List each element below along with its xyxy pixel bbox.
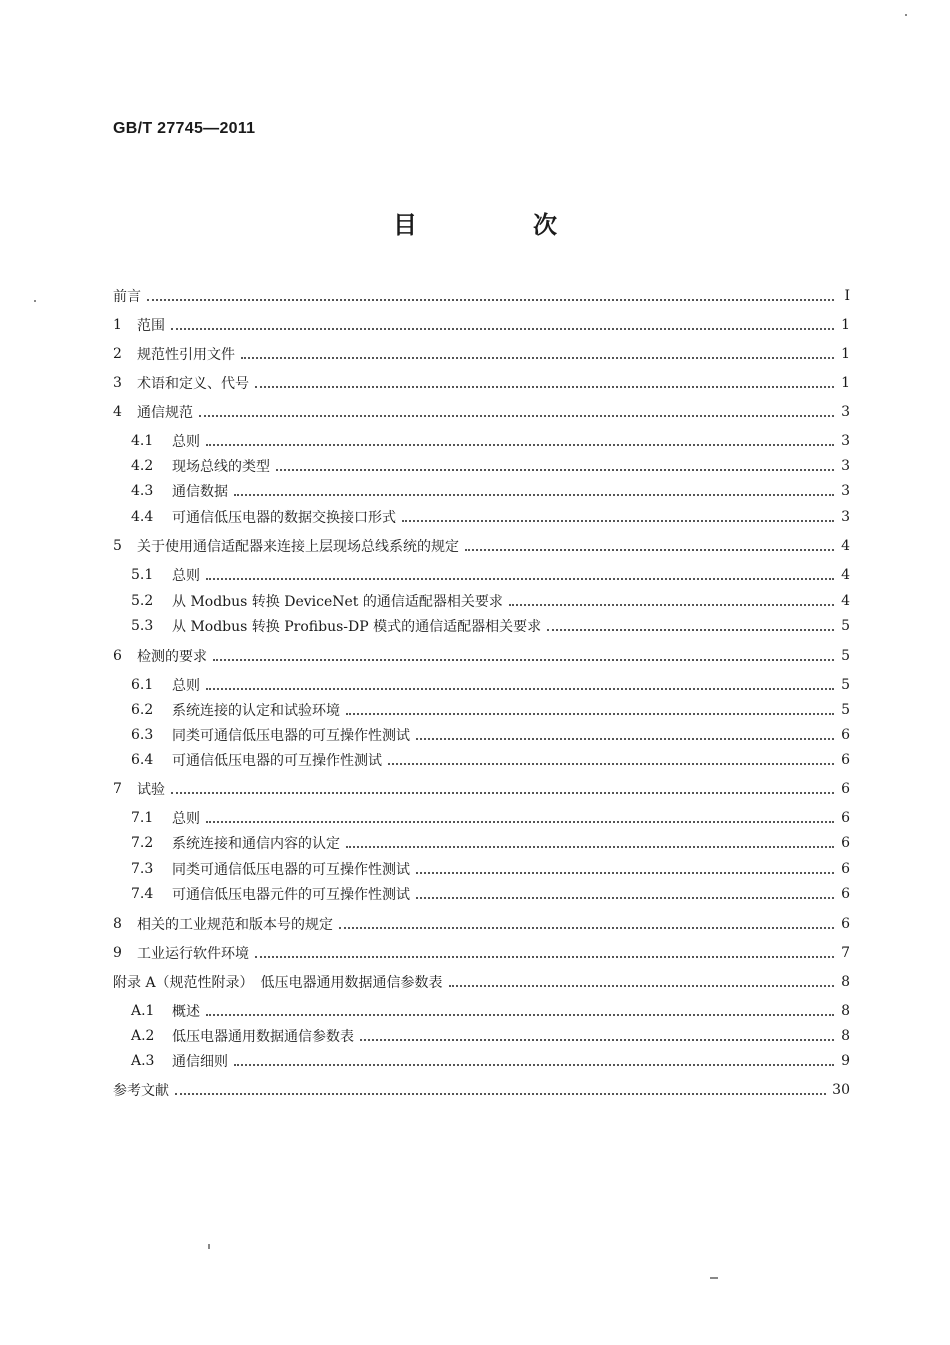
dot-leader	[206, 821, 834, 823]
toc-entry[interactable]	[113, 1000, 850, 1022]
toc-entry[interactable]	[113, 674, 850, 696]
toc-entry-number: 5.3	[131, 618, 154, 634]
toc-entry-number: 4.3	[131, 483, 154, 499]
toc-entry-page: 4	[841, 593, 850, 609]
dot-leader	[241, 357, 834, 359]
dot-leader	[213, 659, 834, 661]
toc-entry[interactable]	[113, 724, 850, 746]
toc-entry[interactable]	[113, 314, 850, 336]
dot-leader	[255, 956, 834, 958]
toc-entry-label: 范围	[137, 318, 165, 334]
toc-entry-label: 总则	[172, 434, 200, 450]
toc-entry[interactable]	[113, 535, 850, 557]
scan-speck	[710, 1277, 718, 1279]
toc-entry-label: 附录 A（规范性附录） 低压电器通用数据通信参数表	[113, 975, 443, 991]
toc-entry-page: 5	[841, 618, 850, 634]
toc-entry-label: 可通信低压电器的可互操作性测试	[172, 753, 382, 769]
toc-entry-number: 6.2	[131, 702, 154, 718]
toc-entry-number: 7	[113, 781, 122, 797]
toc-entry-page: 7	[841, 945, 850, 961]
dot-leader	[171, 328, 834, 330]
dot-leader	[276, 469, 834, 471]
dot-leader	[147, 299, 834, 301]
toc-entry[interactable]	[113, 807, 850, 829]
toc-entry[interactable]	[113, 564, 850, 586]
toc-entry-page: 6	[841, 886, 850, 902]
toc-entry-label: 工业运行软件环境	[137, 946, 249, 962]
toc-entry[interactable]	[113, 1079, 850, 1101]
toc-entry-page: 6	[841, 861, 850, 877]
toc-entry-page: 6	[841, 810, 850, 826]
dot-leader	[402, 520, 834, 522]
toc-entry-page: 3	[841, 458, 850, 474]
dot-leader	[360, 1039, 834, 1041]
toc-entry-number: 6.1	[131, 677, 154, 693]
dot-leader	[255, 386, 834, 388]
dot-leader	[346, 846, 834, 848]
dot-leader	[206, 1014, 834, 1016]
toc-entry-label: 同类可通信低压电器的可互操作性测试	[172, 728, 410, 744]
dot-leader	[199, 415, 834, 417]
scan-speck	[208, 1244, 210, 1249]
toc-entry-label: 试验	[137, 782, 165, 798]
toc-entry-number: 7.2	[131, 835, 154, 851]
toc-entry[interactable]	[113, 1050, 850, 1072]
toc-entry[interactable]	[113, 615, 850, 637]
standard-code: GB/T 27745—2011	[113, 120, 256, 137]
scan-speck	[34, 300, 36, 302]
toc-entry-number: 7.3	[131, 861, 154, 877]
toc-entry-label: 通信数据	[172, 484, 228, 500]
toc-entry[interactable]	[113, 590, 850, 612]
toc-entry-label: 总则	[172, 678, 200, 694]
toc-entry-page: 3	[841, 483, 850, 499]
toc-entry-label: 总则	[172, 811, 200, 827]
toc-entry-label: 系统连接的认定和试验环境	[172, 703, 340, 719]
toc-entry-number: 4	[113, 404, 122, 420]
toc-entry-label: 系统连接和通信内容的认定	[172, 836, 340, 852]
toc-entry-label: 概述	[172, 1004, 200, 1020]
toc-entry-page: 1	[841, 346, 850, 362]
toc-entry[interactable]	[113, 778, 850, 800]
toc-entry-label: 术语和定义、代号	[137, 376, 249, 392]
toc-entry-number: 1	[113, 317, 122, 333]
toc-entry-number: A.3	[131, 1053, 155, 1069]
toc-entry-page: 1	[841, 317, 850, 333]
toc-entry[interactable]	[113, 913, 850, 935]
scan-speck	[905, 14, 907, 16]
dot-leader	[388, 763, 834, 765]
toc-entry-label: 检测的要求	[137, 649, 207, 665]
toc-entry[interactable]	[113, 480, 850, 502]
dot-leader	[175, 1093, 826, 1095]
toc-entry-label: 总则	[172, 568, 200, 584]
toc-entry-page: 4	[841, 567, 850, 583]
toc-entry-label: 现场总线的类型	[172, 459, 270, 475]
toc-entry-label: 同类可通信低压电器的可互操作性测试	[172, 862, 410, 878]
toc-entry-label: 从 Modbus 转换 DeviceNet 的通信适配器相关要求	[172, 594, 503, 610]
toc-entry[interactable]	[113, 372, 850, 394]
toc-entry-page: 3	[841, 433, 850, 449]
toc-entry[interactable]	[113, 942, 850, 964]
toc-entry-page: 6	[841, 781, 850, 797]
toc-entry-number: 2	[113, 346, 122, 362]
page-title: 目 次	[393, 210, 603, 239]
dot-leader	[171, 792, 834, 794]
toc-entry-page: 30	[832, 1082, 850, 1098]
toc-entry-label: 参考文献	[113, 1083, 169, 1099]
dot-leader	[234, 1064, 834, 1066]
toc-entry[interactable]	[113, 858, 850, 880]
toc-entry-label: 关于使用通信适配器来连接上层现场总线系统的规定	[137, 539, 459, 555]
dot-leader	[509, 604, 834, 606]
toc-entry-number: 4.2	[131, 458, 154, 474]
toc-entry-number: 3	[113, 375, 122, 391]
toc-entry-number: A.2	[131, 1028, 155, 1044]
dot-leader	[547, 629, 834, 631]
toc-entry-page: 6	[841, 752, 850, 768]
toc-entry-label: 从 Modbus 转换 Profibus-DP 模式的通信适配器相关要求	[172, 619, 542, 635]
toc-entry-number: 6.3	[131, 727, 154, 743]
toc-entry-label: 前言	[113, 289, 141, 305]
toc-entry-label: 通信规范	[137, 405, 193, 421]
dot-leader	[416, 897, 834, 899]
dot-leader	[206, 578, 834, 580]
toc-entry-label: 相关的工业规范和版本号的规定	[137, 917, 333, 933]
dot-leader	[416, 738, 834, 740]
dot-leader	[449, 985, 834, 987]
toc-entry-page: 9	[841, 1053, 850, 1069]
toc-entry[interactable]	[113, 1025, 850, 1047]
toc-entry-label: 规范性引用文件	[137, 347, 235, 363]
toc-entry-page: 6	[841, 835, 850, 851]
toc-entry-page: 6	[841, 916, 850, 932]
dot-leader	[206, 688, 834, 690]
toc-entry[interactable]	[113, 401, 850, 423]
toc-entry[interactable]	[113, 455, 850, 477]
toc-entry-number: 4.1	[131, 433, 154, 449]
toc-entry-number: 5	[113, 538, 122, 554]
toc-entry-number: 5.2	[131, 593, 154, 609]
toc-entry-page: 3	[841, 509, 850, 525]
toc-entry-page: 8	[841, 974, 850, 990]
toc-entry[interactable]	[113, 285, 850, 307]
toc-entry[interactable]	[113, 971, 850, 993]
toc-entry-number: 7.4	[131, 886, 154, 902]
dot-leader	[339, 927, 834, 929]
toc-entry[interactable]	[113, 883, 850, 905]
toc-entry[interactable]	[113, 343, 850, 365]
dot-leader	[206, 444, 834, 446]
dot-leader	[416, 872, 834, 874]
toc-entry[interactable]	[113, 832, 850, 854]
toc-entry-page: Ⅰ	[844, 288, 850, 304]
toc-entry-page: 3	[841, 404, 850, 420]
dot-leader	[234, 494, 834, 496]
toc-entry-page: 5	[841, 677, 850, 693]
toc-entry-label: 通信细则	[172, 1054, 228, 1070]
toc-entry-number: 6.4	[131, 752, 154, 768]
toc-entry[interactable]	[113, 749, 850, 771]
toc-entry-page: 4	[841, 538, 850, 554]
dot-leader	[346, 713, 834, 715]
toc-entry-number: 9	[113, 945, 122, 961]
toc-entry[interactable]	[113, 506, 850, 528]
toc-entry-number: 8	[113, 916, 122, 932]
toc-entry[interactable]	[113, 645, 850, 667]
toc-entry-label: 可通信低压电器元件的可互操作性测试	[172, 887, 410, 903]
toc-entry-page: 1	[841, 375, 850, 391]
toc-entry-page: 6	[841, 727, 850, 743]
toc-entry-number: 4.4	[131, 509, 154, 525]
toc-entry-number: A.1	[131, 1003, 155, 1019]
toc-entry-label: 低压电器通用数据通信参数表	[172, 1029, 354, 1045]
toc-entry-page: 8	[841, 1003, 850, 1019]
dot-leader	[465, 549, 834, 551]
toc-entry-number: 5.1	[131, 567, 154, 583]
toc-entry-page: 5	[841, 648, 850, 664]
toc-entry[interactable]	[113, 430, 850, 452]
toc-entry-number: 6	[113, 648, 122, 664]
toc-entry-label: 可通信低压电器的数据交换接口形式	[172, 510, 396, 526]
toc-entry[interactable]	[113, 699, 850, 721]
toc-entry-page: 5	[841, 702, 850, 718]
toc-entry-number: 7.1	[131, 810, 154, 826]
toc-entry-page: 8	[841, 1028, 850, 1044]
